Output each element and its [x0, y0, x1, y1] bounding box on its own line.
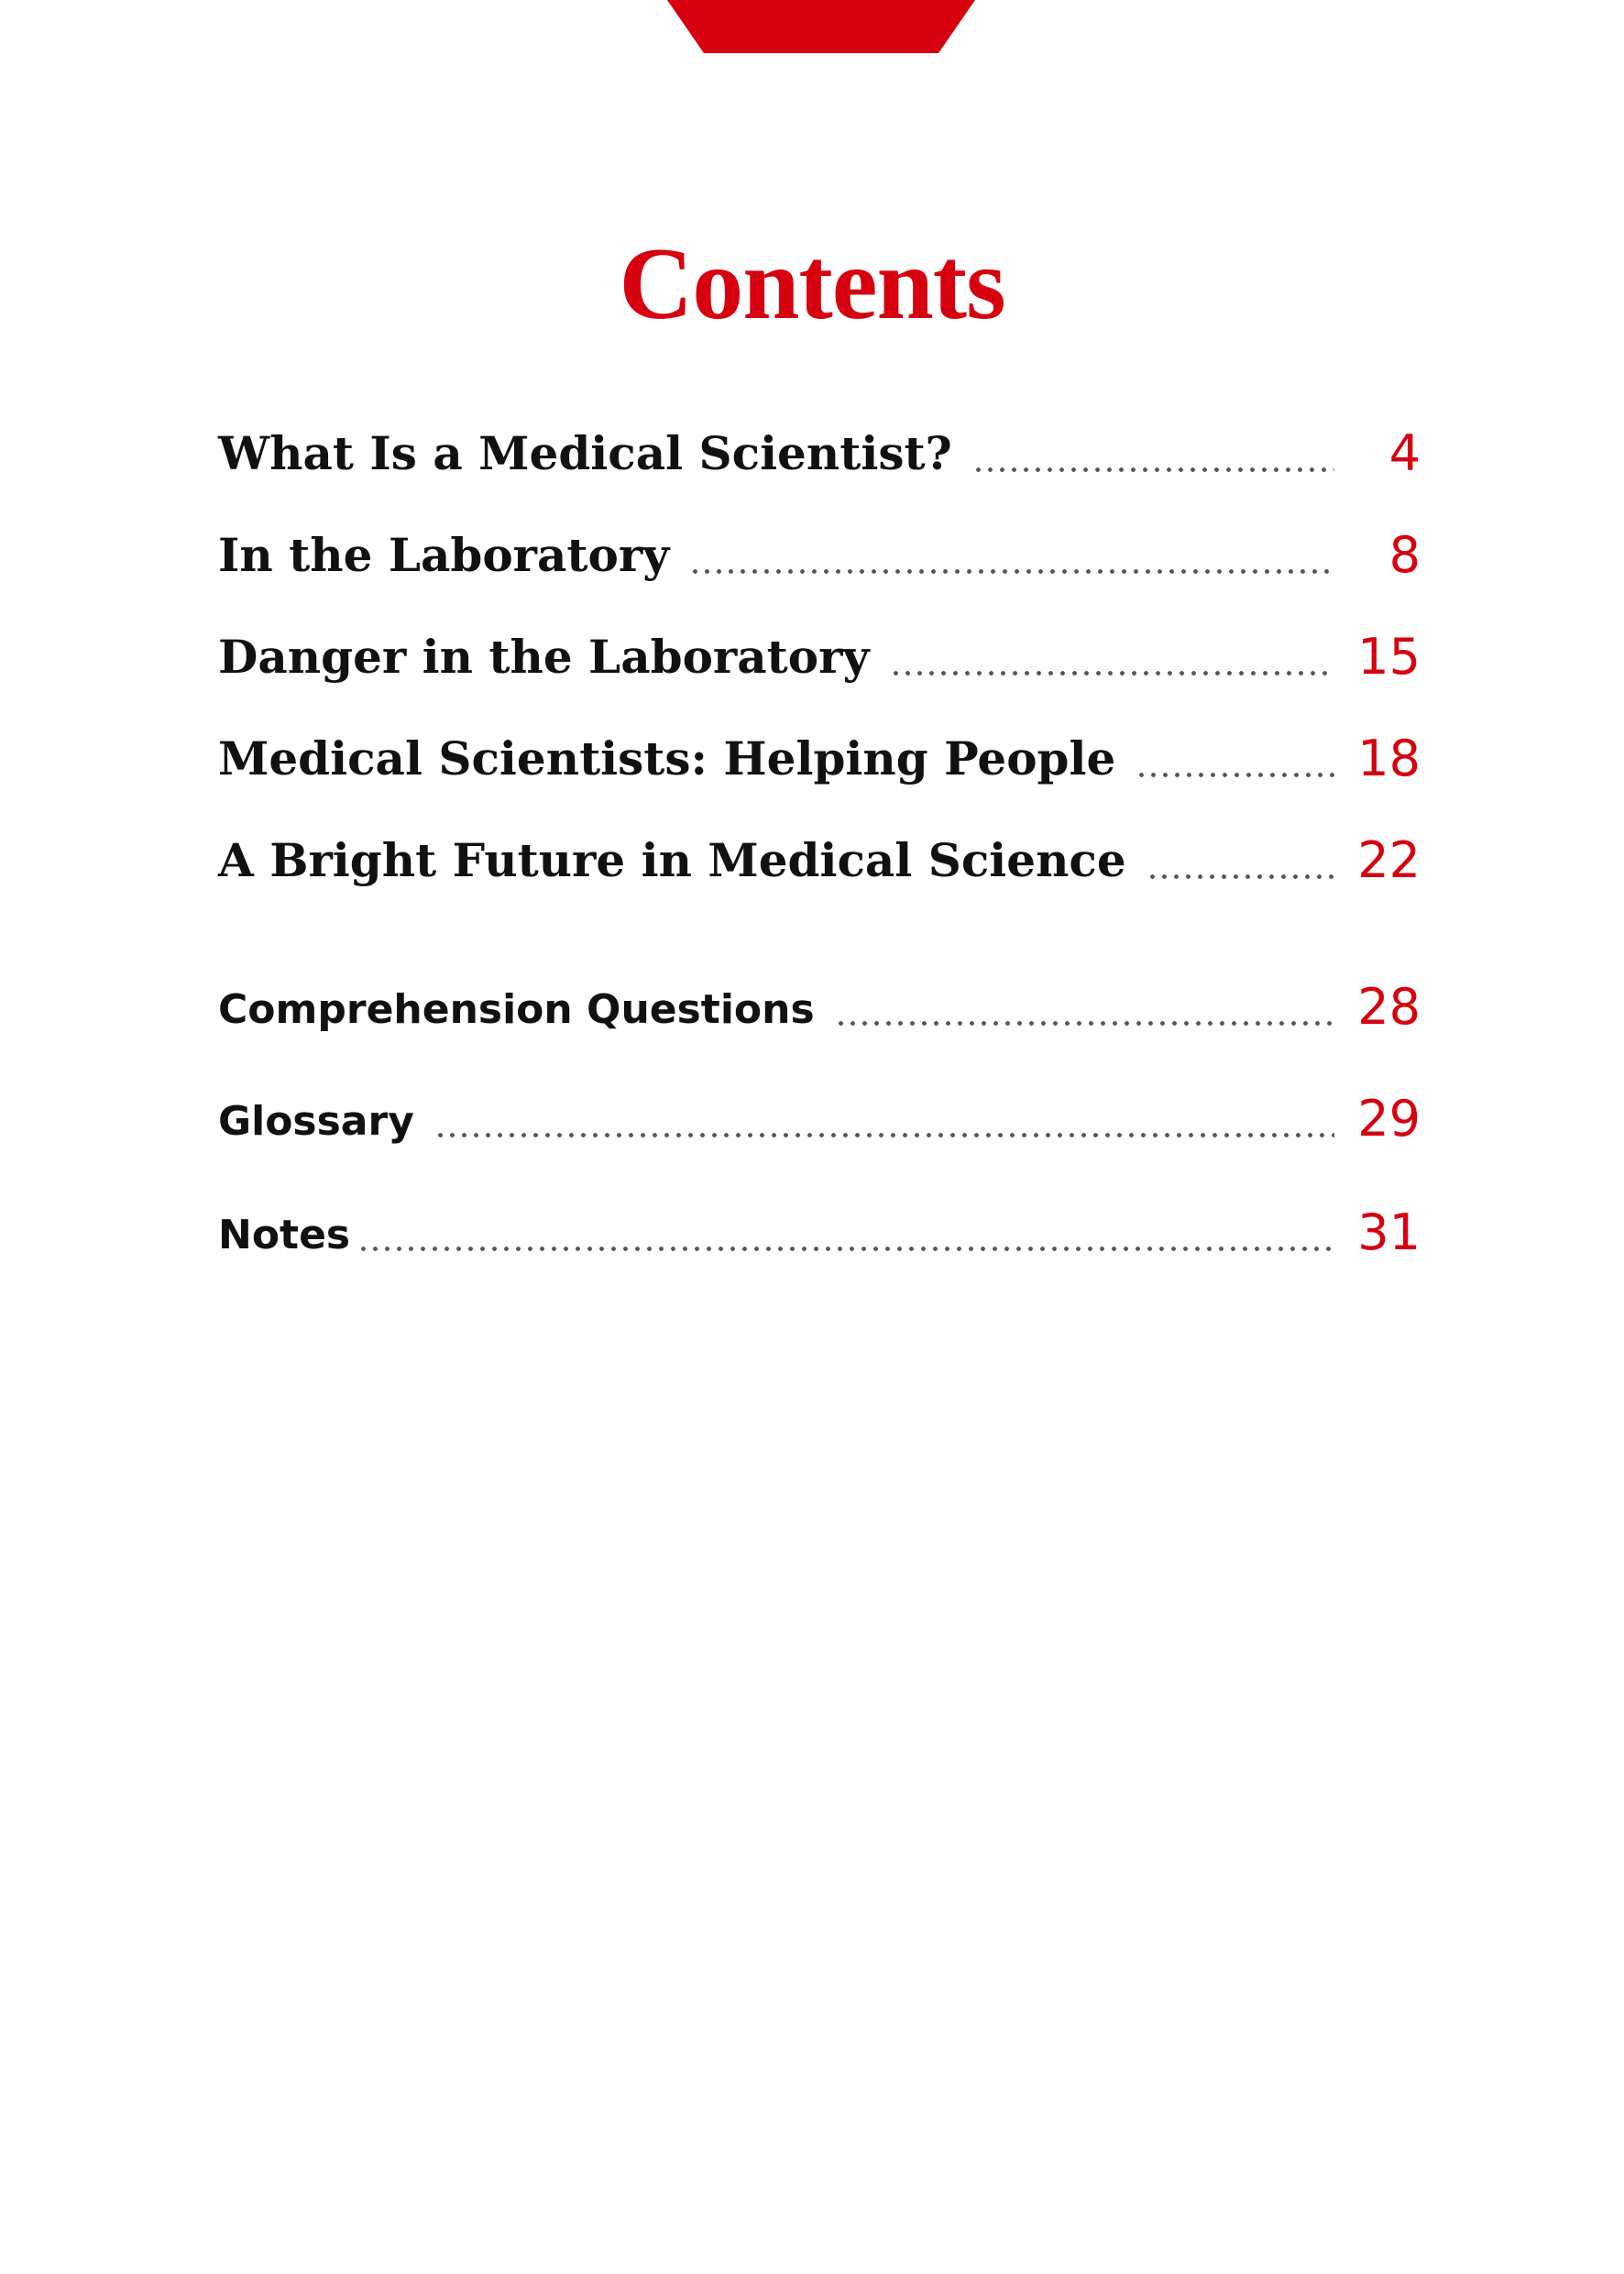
- dot-leader: [689, 568, 1334, 575]
- toc-page-number: 18: [1357, 730, 1421, 787]
- toc-page-number: 22: [1357, 831, 1421, 889]
- toc-page-number: 29: [1357, 1090, 1421, 1148]
- toc-page-number: 4: [1388, 424, 1421, 482]
- toc-entry-title: Medical Scientists: Helping People: [218, 731, 1116, 785]
- toc-entry-medical-scientists-helping-people[interactable]: [218, 718, 1421, 791]
- toc-entry-title: Notes: [218, 1212, 351, 1258]
- dot-leader: [835, 1020, 1334, 1027]
- dot-leader: [890, 670, 1335, 676]
- dot-leader: [434, 1132, 1334, 1138]
- toc-page-number: 15: [1357, 628, 1421, 686]
- toc-entry-title: What Is a Medical Scientist?: [218, 426, 952, 480]
- toc-entry-glossary[interactable]: [218, 1078, 1421, 1151]
- dot-leader: [1136, 772, 1334, 778]
- toc-entry-title: Glossary: [218, 1098, 414, 1145]
- toc-entry-title: Comprehension Questions: [218, 986, 815, 1033]
- toc-page-number: 31: [1357, 1203, 1421, 1261]
- dot-leader: [357, 1246, 1334, 1252]
- toc-entry-comprehension-questions[interactable]: [218, 966, 1421, 1039]
- toc-entry-notes[interactable]: [218, 1192, 1421, 1265]
- toc-entry-title: In the Laboratory: [218, 528, 670, 582]
- toc-entry-in-the-laboratory[interactable]: [218, 514, 1421, 588]
- toc-entry-danger-in-the-laboratory[interactable]: [218, 616, 1421, 689]
- toc-page-number: 28: [1357, 978, 1421, 1036]
- toc-entry-title: Danger in the Laboratory: [218, 630, 870, 684]
- dot-leader: [972, 467, 1334, 473]
- toc-page-number: 8: [1388, 526, 1421, 584]
- toc-entry-title: A Bright Future in Medical Science: [218, 833, 1126, 887]
- toc-entry-a-bright-future-in-medical-science[interactable]: [218, 819, 1421, 893]
- dot-leader: [1147, 873, 1334, 880]
- page-title: Contents: [619, 227, 1005, 341]
- toc-entry-what-is-a-medical-scientist[interactable]: [218, 412, 1421, 486]
- table-of-contents: [218, 0, 1421, 2274]
